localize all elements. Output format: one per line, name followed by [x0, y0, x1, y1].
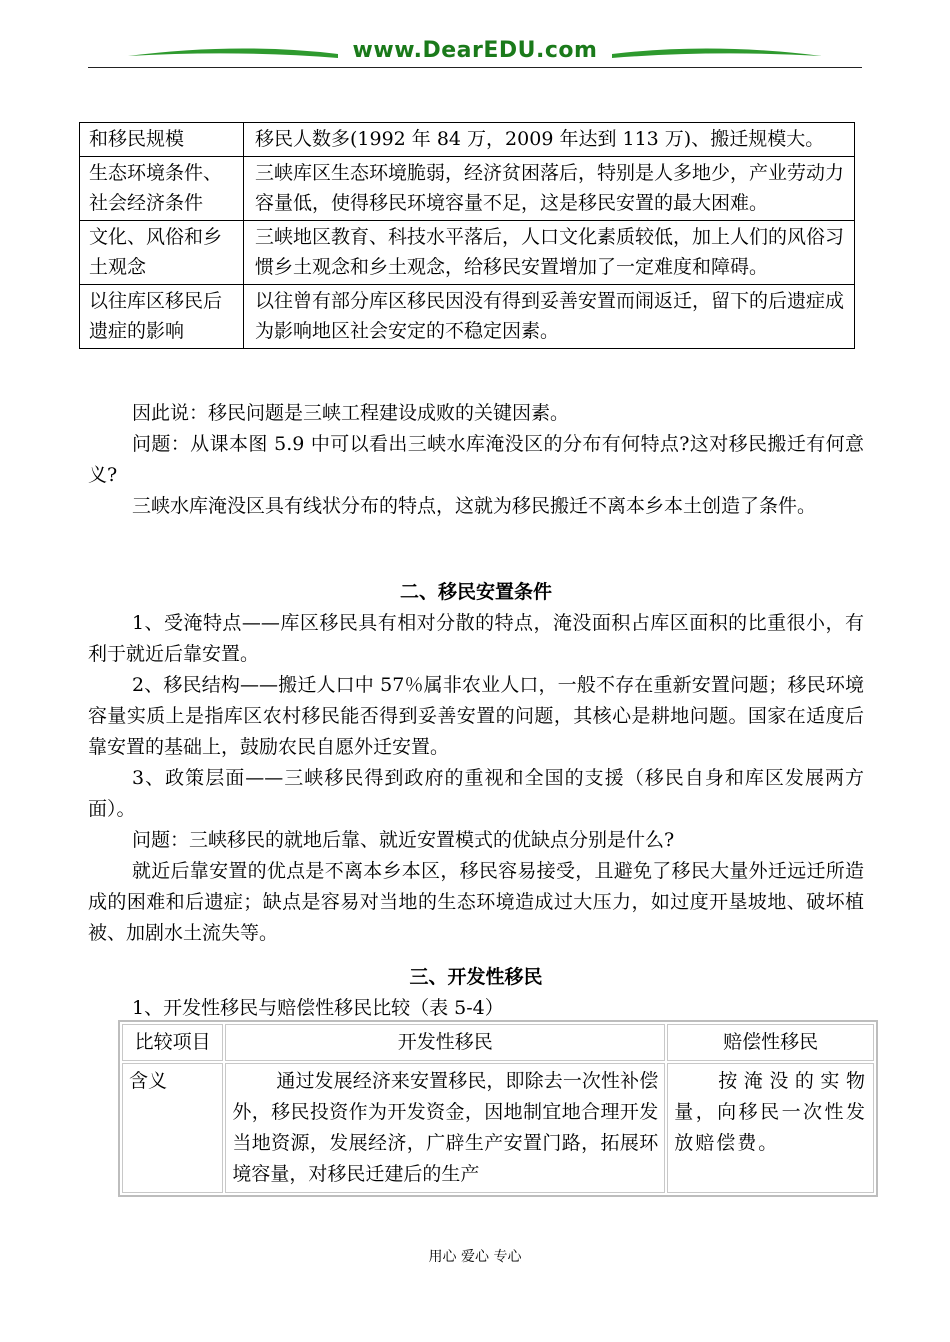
- header-cell-item: 比较项目: [122, 1024, 223, 1061]
- paragraph-table-caption: 1、开发性移民与赔偿性移民比较（表 5-4）: [132, 997, 504, 1019]
- paragraph-answer-2: 就近后靠安置的优点是不离本乡本区，移民容易接受，且避免了移民大量外迁远迁所造成的困难和后遗症；缺点是容易对当地的生态环境造成过大压力，如过度开垦坡地、破坏植被、加剧水土流失等。: [88, 860, 864, 944]
- resettlement-factors-table: [79, 122, 855, 349]
- table-row: [122, 1063, 874, 1193]
- compensatory-meaning-cell: 按淹没的实物量，向移民一次性发放赔偿费。: [667, 1063, 874, 1193]
- paragraph-question-1: 问题：从课本图 5.9 中可以看出三峡水库淹没区的分布有何特点?这对移民搬迁有何意义?: [88, 433, 864, 486]
- table-header-row: [122, 1024, 874, 1061]
- table-row: [80, 220, 855, 284]
- paragraph-question-2: 问题：三峡移民的就地后靠、就近安置模式的优缺点分别是什么?: [132, 829, 675, 851]
- paragraph-condition-1: 1、受淹特点——库区移民具有相对分散的特点，淹没面积占库区面积的比重很小，有利于就近后靠安置。: [88, 612, 864, 665]
- paragraph-answer-1: 三峡水库淹没区具有线状分布的特点，这就为移民搬迁不离本乡本土创造了条件。: [132, 495, 817, 517]
- paragraph-conclusion: 因此说：移民问题是三峡工程建设成败的关键因素。: [132, 402, 570, 424]
- section-heading-development: 三、开发性移民: [409, 966, 543, 988]
- header-rule: [88, 67, 862, 68]
- factor-cell: 生态环境条件、社会经济条件: [80, 156, 244, 220]
- paragraph-condition-3: 3、政策层面——三峡移民得到政府的重视和全国的支援（移民自身和库区发展两方面）。: [88, 767, 864, 820]
- header-cell-compensatory: 赔偿性移民: [667, 1024, 874, 1061]
- factor-cell: 以往库区移民后遗症的影响: [80, 284, 244, 348]
- developmental-meaning-cell: 通过发展经济来安置移民，即除去一次性补偿外，移民投资作为开发资金，因地制宜地合理开发当地资源，发展经济，广辟生产安置门路，拓展环境容量，对移民迁建后的生产: [225, 1063, 665, 1193]
- factor-cell: 文化、风俗和乡土观念: [80, 220, 244, 284]
- site-logo-text: www.DearEDU.com: [352, 38, 598, 63]
- description-cell: 移民人数多(1992 年 84 万，2009 年达到 113 万)、搬迁规模大。: [244, 123, 855, 157]
- header-cell-developmental: 开发性移民: [225, 1024, 665, 1061]
- description-cell: 以往曾有部分库区移民因没有得到妥善安置而闹返迁，留下的后遗症成为影响地区社会安定的不稳定因素。: [244, 284, 855, 348]
- description-cell: 三峡库区生态环境脆弱，经济贫困落后，特别是人多地少，产业劳动力容量低，使得移民环境容量不足，这是移民安置的最大困难。: [244, 156, 855, 220]
- section-heading-conditions: 二、移民安置条件: [399, 581, 552, 603]
- row-label-cell: 含义: [122, 1063, 223, 1193]
- page-header: [88, 36, 862, 72]
- table-row: [80, 123, 855, 157]
- page-footer: 用心 爱心 专心: [428, 1249, 522, 1265]
- paragraph-condition-2: 2、移民结构——搬迁人口中 57％属非农业人口，一般不存在重新安置问题；移民环境容量实质上是指库区农村移民能否得到妥善安置的问题，其核心是耕地问题。国家在适度后靠安置的基础上，鼓励农民自愿外迁安置。: [88, 674, 864, 758]
- comparison-table: [118, 1020, 878, 1197]
- table-row: [80, 284, 855, 348]
- factor-cell: 和移民规模: [80, 123, 244, 157]
- description-cell: 三峡地区教育、科技水平落后，人口文化素质较低，加上人们的风俗习惯乡土观念和乡土观念，给移民安置增加了一定难度和障碍。: [244, 220, 855, 284]
- table-row: [80, 156, 855, 220]
